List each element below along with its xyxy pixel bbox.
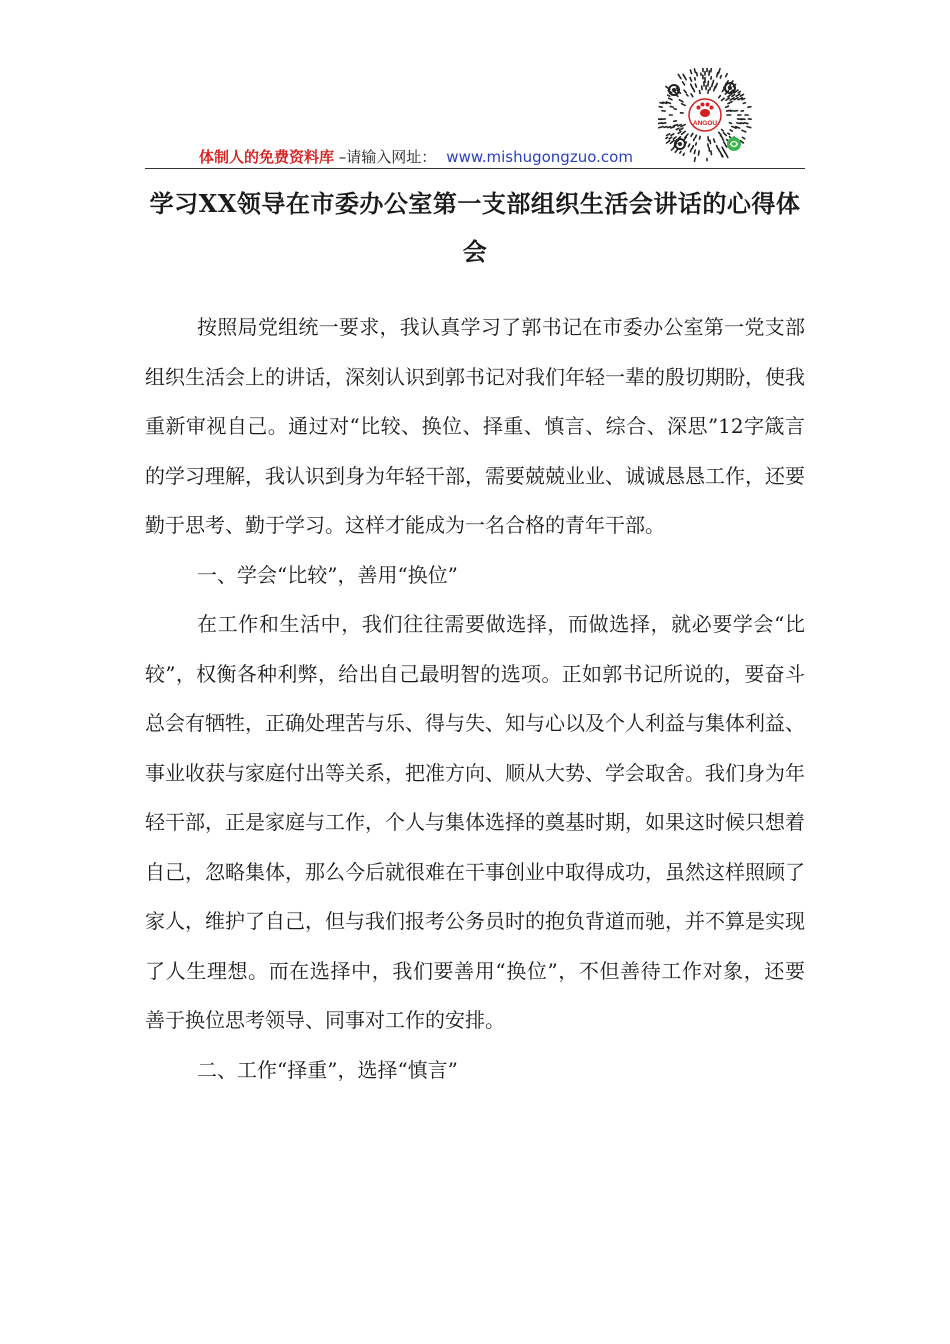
section-heading-2: 二、工作“择重”，选择“慎言” <box>197 1057 458 1082</box>
header-brand: 体制人的免费资料库 <box>199 148 335 166</box>
document-title: 学习XX领导在市委办公室第一支部组织生活会讲话的心得体会 <box>149 189 801 266</box>
header-prompt: –请输入网址： <box>334 148 437 166</box>
qr-logo-text: ANGOU <box>692 120 718 127</box>
paragraph-section-1: 在工作和生活中，我们往往需要做选择，而做选择，就必要学会“比较”，权衡各种利弊，给出自己最明智的选项。正如郭书记所说的，要奋斗总会有牺牲，正确处理苦与乐、得与失、知与心以及个人利益与集体利益、事业收获与家庭付出等关系，把准方向、顺从大势、学会取舍。我们身为年轻干部，正是家庭与工作，个人与集体选择的奠基时期，如果这时候只想着自己，忽略集体，那么今后就很难在干事创业中取得成功，虽然这样照顾了家人，维护了自己，但与我们报考公务员时的抱负背道而驰，并不算是实现了人生理想。而在选择中，我们要善用“换位”，不但善待工作对象，还要善于换位思考领导、同事对工作的安排。 <box>145 612 805 1032</box>
site-header <box>145 146 805 168</box>
header-url-link[interactable]: www.mishugongzuo.com <box>446 148 633 166</box>
section-heading-1: 一、学会“比较”，善用“换位” <box>197 562 458 587</box>
header-divider <box>145 168 805 169</box>
document-body <box>145 303 805 1095</box>
paragraph-intro: 按照局党组统一要求，我认真学习了郭书记在市委办公室第一党支部组织生活会上的讲话，深刻认识到郭书记对我们年轻一辈的殷切期盼，使我重新审视自己。通过对“比较、换位、择重、慎言、综合、深思”12字箴言的学习理解，我认识到身为年轻干部，需要兢兢业业、诚诚恳恳工作，还要勤于思考、勤于学习。这样才能成为一名合格的青年干部。 <box>145 315 805 537</box>
